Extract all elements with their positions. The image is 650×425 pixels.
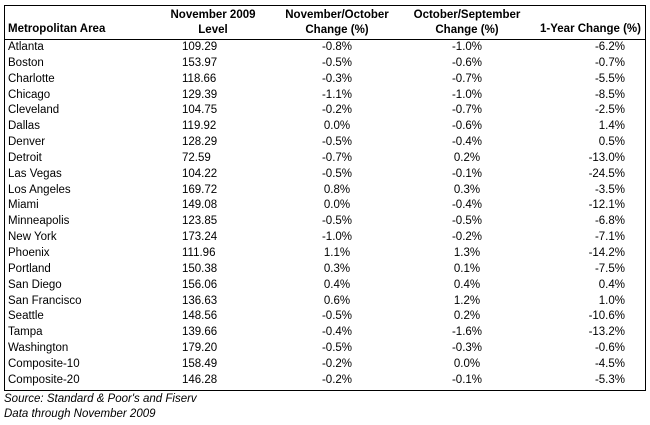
header-oct-sep-line1: October/September — [413, 9, 521, 21]
cell-metropolitan-area: Las Vegas — [8, 167, 62, 180]
cell-metropolitan-area: Boston — [8, 56, 44, 69]
cell-oct-sep-change: -0.7% — [451, 72, 483, 85]
table-row — [5, 151, 645, 167]
cell-1-year-change: -8.5% — [594, 88, 625, 101]
table-row — [5, 294, 645, 310]
cell-1-year-change: 1.0% — [598, 294, 625, 307]
cell-metropolitan-area: Washington — [8, 342, 69, 355]
cell-1-year-change: -6.2% — [594, 41, 625, 53]
cell-level: 156.06 — [182, 278, 218, 291]
cell-metropolitan-area: Tampa — [8, 326, 43, 339]
table-row — [5, 309, 645, 325]
table-body — [5, 40, 645, 389]
cell-1-year-change: -4.5% — [594, 357, 625, 370]
cell-oct-sep-change: 0.0% — [453, 357, 481, 370]
cell-1-year-change: -3.5% — [594, 183, 625, 196]
cell-metropolitan-area: Seattle — [8, 310, 44, 323]
cell-oct-sep-change: -0.1% — [451, 373, 483, 386]
cell-level: 128.29 — [182, 136, 218, 149]
cell-oct-sep-change: 1.3% — [453, 246, 481, 259]
cell-metropolitan-area: New York — [8, 231, 57, 244]
cell-level: 118.66 — [182, 72, 217, 85]
cell-1-year-change: 0.4% — [598, 278, 625, 291]
table-row — [5, 325, 645, 341]
table-row — [5, 198, 645, 214]
cell-level: 179.20 — [182, 342, 218, 355]
cell-level: 139.66 — [182, 326, 218, 339]
cell-level: 148.56 — [182, 310, 218, 323]
cell-level: 123.85 — [182, 215, 218, 228]
cell-oct-sep-change: -0.5% — [451, 215, 483, 228]
cell-nov-oct-change: -0.5% — [321, 215, 353, 228]
cell-metropolitan-area: Composite-10 — [8, 357, 80, 370]
cell-oct-sep-change: 1.2% — [453, 294, 481, 307]
cell-nov-oct-change: 0.8% — [323, 183, 351, 196]
table-row — [5, 214, 645, 230]
cell-nov-oct-change: 0.3% — [323, 262, 351, 275]
cell-nov-oct-change: 1.1% — [323, 246, 351, 259]
cell-level: 136.63 — [182, 294, 218, 307]
cell-1-year-change: -0.7% — [594, 56, 625, 69]
cell-nov-oct-change: 0.6% — [323, 294, 351, 307]
cell-1-year-change: -5.5% — [594, 72, 625, 85]
cell-metropolitan-area: Minneapolis — [8, 215, 70, 228]
cell-metropolitan-area: Dallas — [8, 120, 40, 133]
header-metropolitan-area: Metropolitan Area — [8, 23, 106, 35]
header-nov-oct-line1: November/October — [285, 9, 389, 21]
cell-nov-oct-change: -0.7% — [321, 151, 353, 164]
cell-metropolitan-area: Denver — [8, 136, 46, 149]
cell-nov-oct-change: -0.4% — [321, 326, 353, 339]
cell-nov-oct-change: -0.5% — [321, 310, 353, 323]
cell-metropolitan-area: San Diego — [8, 278, 62, 291]
cell-oct-sep-change: 0.2% — [453, 310, 481, 323]
cell-nov-oct-change: -0.5% — [321, 56, 353, 69]
cell-metropolitan-area: Atlanta — [8, 41, 44, 53]
cell-1-year-change: -5.3% — [594, 373, 625, 386]
cell-nov-oct-change: -1.1% — [321, 88, 353, 101]
cell-level: 109.29 — [182, 41, 218, 53]
data-table — [4, 5, 646, 391]
header-level-line2: Level — [198, 24, 228, 36]
cell-metropolitan-area: Detroit — [8, 151, 42, 164]
table-row — [5, 357, 645, 373]
table-row — [5, 88, 645, 104]
cell-oct-sep-change: 0.4% — [453, 278, 481, 291]
cell-level: 129.39 — [182, 88, 218, 101]
header-oct-sep-line2: Change (%) — [435, 24, 499, 36]
cell-nov-oct-change: -0.8% — [321, 41, 353, 53]
cell-1-year-change: -7.5% — [594, 262, 625, 275]
header-oct-sep-change — [397, 8, 537, 38]
table-row — [5, 230, 645, 246]
table-row — [5, 341, 645, 357]
header-nov-oct-change — [267, 8, 407, 38]
header-nov-oct-line2: Change (%) — [305, 24, 369, 36]
header-level-line1: November 2009 — [170, 9, 256, 21]
table-row — [5, 135, 645, 151]
table-row — [5, 103, 645, 119]
cell-1-year-change: -13.0% — [588, 151, 625, 164]
cell-level: 72.59 — [182, 151, 211, 164]
cell-metropolitan-area: Miami — [8, 199, 39, 212]
cell-1-year-change: -24.5% — [588, 167, 625, 180]
cell-nov-oct-change: 0.4% — [323, 278, 351, 291]
cell-metropolitan-area: Charlotte — [8, 72, 55, 85]
cell-1-year-change: 0.5% — [598, 136, 625, 149]
cell-level: 146.28 — [182, 373, 218, 386]
cell-oct-sep-change: -0.6% — [451, 120, 483, 133]
cell-nov-oct-change: -0.2% — [321, 104, 353, 117]
cell-level: 173.24 — [182, 231, 218, 244]
cell-nov-oct-change: -0.5% — [321, 342, 353, 355]
table-header — [5, 6, 645, 40]
cell-nov-oct-change: -0.2% — [321, 357, 353, 370]
cell-oct-sep-change: -0.2% — [451, 231, 483, 244]
cell-1-year-change: -7.1% — [594, 231, 625, 244]
cell-metropolitan-area: Los Angeles — [8, 183, 71, 196]
cell-metropolitan-area: Cleveland — [8, 104, 60, 117]
cell-1-year-change: -0.6% — [594, 342, 625, 355]
cell-1-year-change: -6.8% — [594, 215, 625, 228]
header-level — [163, 8, 263, 38]
cell-metropolitan-area: Composite-20 — [8, 373, 80, 386]
source-note: Source: Standard & Poor's and Fiserv — [4, 393, 197, 405]
cell-level: 104.22 — [182, 167, 218, 180]
table-row — [5, 246, 645, 262]
cell-oct-sep-change: 0.3% — [453, 183, 481, 196]
cell-1-year-change: 1.4% — [598, 120, 625, 133]
cell-nov-oct-change: -1.0% — [321, 231, 353, 244]
cell-oct-sep-change: -0.4% — [451, 199, 483, 212]
cell-1-year-change: -13.2% — [588, 326, 625, 339]
cell-oct-sep-change: -0.7% — [451, 104, 483, 117]
table-row — [5, 373, 645, 389]
cell-metropolitan-area: Chicago — [8, 88, 51, 101]
cell-oct-sep-change: -1.0% — [451, 88, 483, 101]
cell-nov-oct-change: 0.0% — [323, 199, 351, 212]
cell-oct-sep-change: -0.3% — [451, 342, 483, 355]
cell-nov-oct-change: 0.0% — [323, 120, 351, 133]
cell-nov-oct-change: -0.5% — [321, 136, 353, 149]
table-row — [5, 40, 645, 56]
cell-metropolitan-area: Phoenix — [8, 246, 50, 259]
cell-1-year-change: -10.6% — [588, 310, 625, 323]
header-1-year-change: 1-Year Change (%) — [540, 23, 641, 35]
cell-level: 111.96 — [182, 246, 216, 259]
cell-1-year-change: -2.5% — [594, 104, 625, 117]
table-row — [5, 167, 645, 183]
cell-oct-sep-change: -1.0% — [451, 41, 483, 53]
cell-level: 158.49 — [182, 357, 218, 370]
cell-nov-oct-change: -0.3% — [321, 72, 353, 85]
table-row — [5, 119, 645, 135]
cell-level: 149.08 — [182, 199, 218, 212]
cell-oct-sep-change: 0.1% — [453, 262, 481, 275]
cell-oct-sep-change: -1.6% — [451, 326, 483, 339]
table-row — [5, 262, 645, 278]
cell-level: 119.92 — [182, 120, 217, 133]
cell-oct-sep-change: 0.2% — [453, 151, 481, 164]
cell-level: 104.75 — [182, 104, 218, 117]
cell-1-year-change: -12.1% — [588, 199, 625, 212]
cell-oct-sep-change: -0.1% — [451, 167, 483, 180]
table-row — [5, 278, 645, 294]
cell-nov-oct-change: -0.2% — [321, 373, 353, 386]
cell-oct-sep-change: -0.4% — [451, 136, 483, 149]
table-row — [5, 72, 645, 88]
data-note: Data through November 2009 — [4, 408, 156, 420]
cell-metropolitan-area: San Francisco — [8, 294, 82, 307]
cell-oct-sep-change: -0.6% — [451, 56, 483, 69]
table-row — [5, 56, 645, 72]
cell-nov-oct-change: -0.5% — [321, 167, 353, 180]
cell-level: 150.38 — [182, 262, 218, 275]
cell-metropolitan-area: Portland — [8, 262, 51, 275]
table-row — [5, 183, 645, 199]
cell-level: 169.72 — [182, 183, 218, 196]
cell-1-year-change: -14.2% — [588, 246, 625, 259]
cell-level: 153.97 — [182, 56, 218, 69]
